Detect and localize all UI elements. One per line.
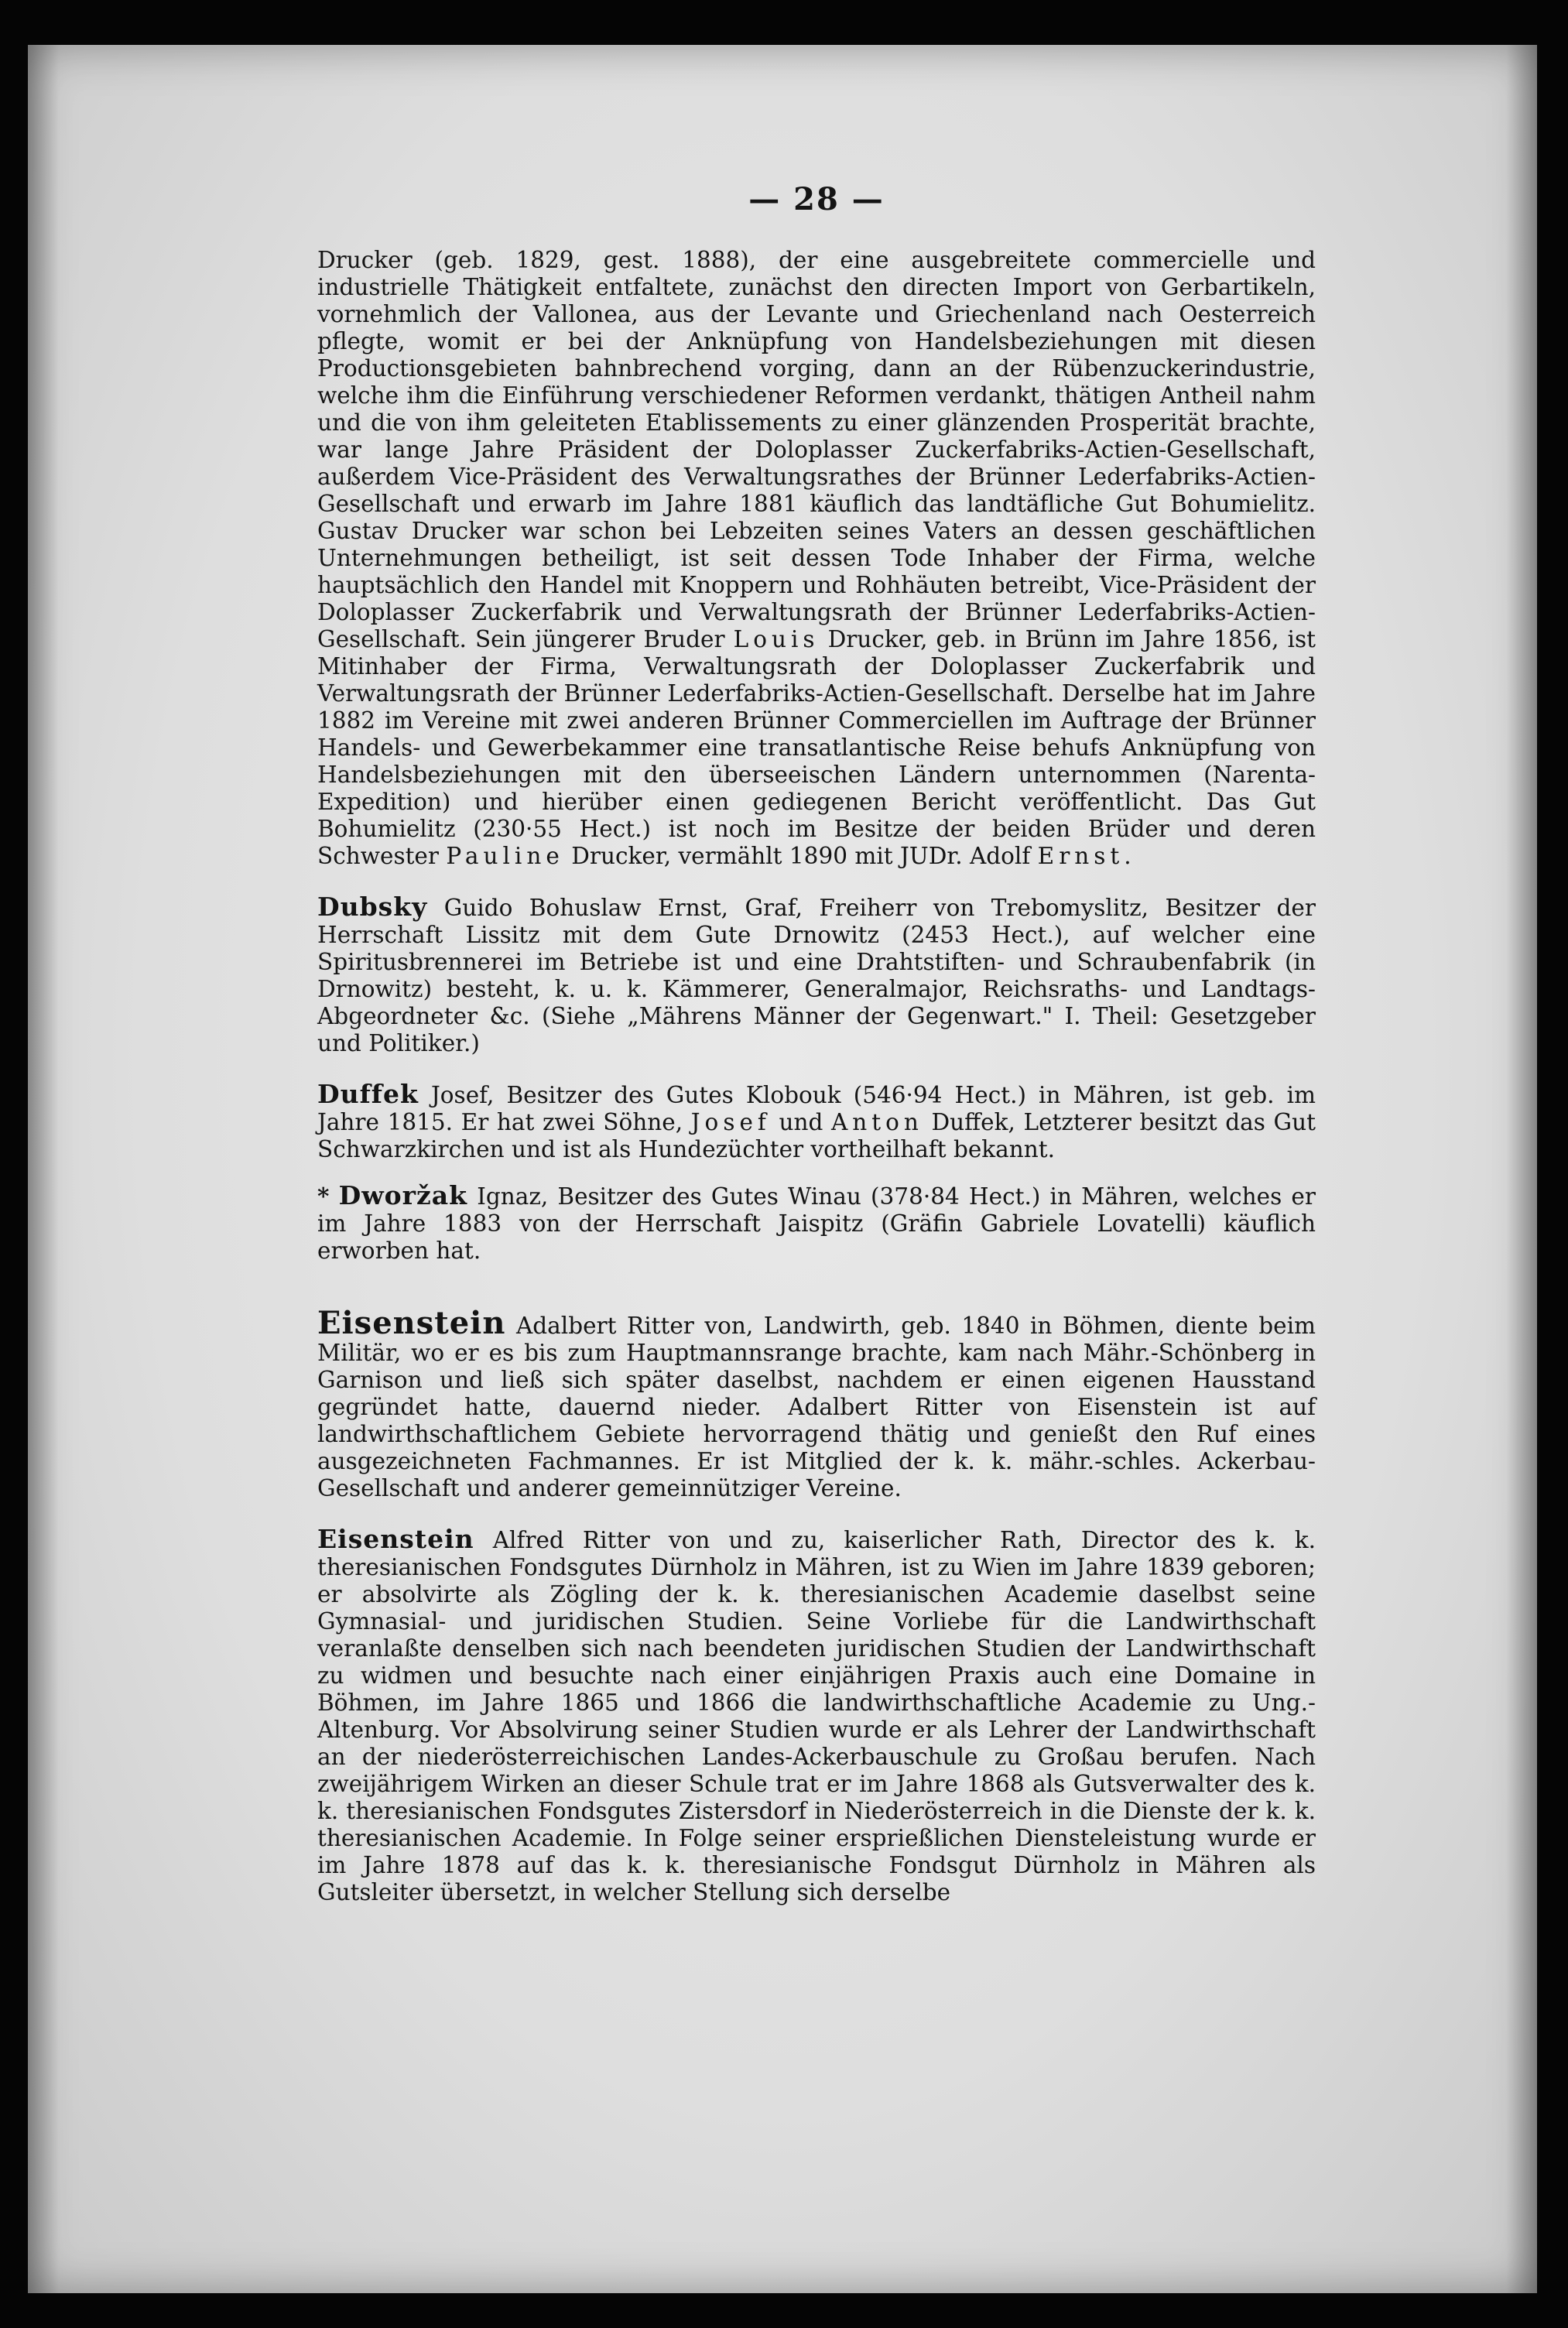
entry-eisenstein-adalbert [317, 1305, 1316, 1502]
eisenstein-adalbert-paragraph [317, 1305, 1316, 1502]
entry-duffek [317, 1080, 1316, 1163]
name-pauline: Pauline [446, 843, 564, 869]
duffek-paragraph [317, 1080, 1316, 1163]
name-josef: Josef [690, 1109, 771, 1135]
asterisk-marker: * [317, 1183, 330, 1210]
duffek-text-a: Josef, Besitzer des Gutes Klobouk (546·94 Hect.) in Mähren, ist geb. im Jahre 1815. Er hat zwei Söhne, [317, 1082, 1316, 1135]
page-content [317, 181, 1316, 1906]
eisenstein-alfred-text: Alfred Ritter von und zu, kaiserlicher Rath, Director des k. k. theresianischen Fondsgutes Dürnholz in Mähren, ist zu Wien im Jahre 1839 geboren; er absolvirte als Zögling der k. k. theresianischen Academie daselbst seine Gymnasial- und juridischen Studien. Seine Vorliebe für die Landwirthschaft veranlaßte denselben sich nach beendeten juridischen Studien der Landwirthschaft zu widmen und besuchte nach einer einjährigen Praxis auch eine Domaine in Böhmen, im Jahre 1865 und 1866 die landwirthschaftliche Academie zu Ung.-Altenburg. Vor Absolvirung seiner Studien wurde er als Lehrer der Landwirthschaft an der niederösterreichischen Landes-Ackerbauschule zu Großau berufen. Nach zweijährigem Wirken an dieser Schule trat er im Jahre 1868 als Gutsverwalter des k. k. theresianischen Fondsgutes Zistersdorf in Niederösterreich in die Dienste der k. k. theresianischen Academie. In Folge seiner ersprießlichen Diensteleistung wurde er im Jahre 1878 auf das k. k. theresianische Fondsgut Dürnholz in Mähren als Gutsleiter übersetzt, in welcher Stellung sich derselbe [317, 1527, 1316, 1905]
entry-name-eisenstein-1: Eisenstein [317, 1305, 506, 1341]
name-louis: Louis [733, 626, 820, 652]
eisenstein-adalbert-text: Adalbert Ritter von, Landwirth, geb. 1840 in Böhmen, diente beim Militär, wo er es bis zum Hauptmannsrange brachte, kam nach Mähr.-Schönberg in Garnison und ließ sich später daselbst, nachdem er einen eigenen Hausstand gegründet hatte, dauernd nieder. Adalbert Ritter von Eisenstein ist auf landwirthschaftlichem Gebiete hervorragend thätig und genießt den Ruf eines ausgezeichneten Fachmannes. Er ist Mitglied der k. k. mähr.-schles. Ackerbau-Gesellschaft und anderer gemeinnütziger Vereine. [317, 1313, 1316, 1501]
dubsky-paragraph [317, 893, 1316, 1057]
eisenstein-alfred-paragraph [317, 1525, 1316, 1906]
entry-name-eisenstein-2: Eisenstein [317, 1524, 474, 1554]
entry-dubsky [317, 893, 1316, 1057]
entry-name-duffek: Duffek [317, 1079, 419, 1109]
duffek-text-b: und [779, 1109, 823, 1135]
entry-name-dworzak: Dworžak [338, 1180, 468, 1210]
dubsky-text: Guido Bohuslaw Ernst, Graf, Freiherr von Trebomyslitz, Besitzer der Herrschaft Lissitz mit dem Gute Drnowitz (2453 Hect.), auf welcher eine Spiritusbrennerei im Betriebe ist und eine Drahtstiften- und Schraubenfabrik (in Drnowitz) besteht, k. u. k. Kämmerer, Generalmajor, Reichsraths- und Landtags-Abgeordneter &c. (Siehe „Mährens Männer der Gegenwart." I. Theil: Gesetzgeber und Politiker.) [317, 895, 1316, 1056]
page-shadow-right [1506, 45, 1537, 2293]
dworzak-paragraph [317, 1182, 1316, 1265]
dworzak-text: Ignaz, Besitzer des Gutes Winau (378·84 Hect.) in Mähren, welches er im Jahre 1883 von der Herrschaft Jaispitz (Gräfin Gabriele Lovatelli) käuflich erworben hat. [317, 1183, 1316, 1264]
drucker-text-part2: Drucker, geb. in Brünn im Jahre 1856, ist Mitinhaber der Firma, Verwaltungsrath der Doloplasser Zuckerfabrik und Verwaltungsrath der Brünner Lederfabriks-Actien-Gesellschaft. Derselbe hat im Jahre 1882 im Vereine mit zwei anderen Brünner Commerciellen im Auftrage der Brünner Handels- und Gewerbekammer eine transatlantische Reise behufs Anknüpfung von Handelsbeziehungen mit den überseeischen Ländern unternommen (Narenta-Expedition) und hierüber einen gediegenen Bericht veröffentlicht. Das Gut Bohumielitz (230·55 Hect.) ist noch im Besitze der beiden Brüder und deren Schwester [317, 626, 1316, 869]
duffek-text-c: Duffek, Letzterer besitzt das Gut Schwarzkirchen und ist als Hundezüchter vortheilhaft bekannt. [317, 1109, 1316, 1162]
drucker-text-part1: Drucker (geb. 1829, gest. 1888), der eine ausgebreitete commercielle und industrielle Thätigkeit entfaltete, zunächst den directen Import von Gerbartikeln, vornehmlich der Vallonea, aus der Levante und Griechenland nach Oesterreich pflegte, womit er bei der Anknüpfung von Handelsbeziehungen mit diesen Productionsgebieten bahnbrechend vorging, dann an der Rübenzuckerindustrie, welche ihm die Einführung verschiedener Reformen verdankt, thätigen Antheil nahm und die von ihm geleiteten Etablissements zu einer glänzenden Prosperität brachte, war lange Jahre Präsident der Doloplasser Zuckerfabriks-Actien-Gesellschaft, außerdem Vice-Präsident des Verwaltungsrathes der Brünner Lederfabriks-Actien-Gesellschaft und erwarb im Jahre 1881 käuflich das landtäfliche Gut Bohumielitz. Gustav Drucker war schon bei Lebzeiten seines Vaters an dessen geschäftlichen Unternehmungen betheiligt, ist seit dessen Tode Inhaber der Firma, welche hauptsächlich den Handel mit Knoppern und Rohhäuten betreibt, Vice-Präsident der Doloplasser Zuckerfabrik und Verwaltungsrath der Brünner Lederfabriks-Actien-Gesellschaft. Sein jüngerer Bruder [317, 247, 1316, 652]
name-ernst: Ernst. [1037, 843, 1136, 869]
page-shadow-left [28, 45, 59, 2293]
entry-drucker-continuation [317, 247, 1316, 870]
drucker-text-part3: Drucker, vermählt 1890 mit JUDr. Adolf [571, 843, 1031, 869]
entry-eisenstein-alfred [317, 1525, 1316, 1906]
entry-dworzak [317, 1182, 1316, 1265]
entry-name-dubsky: Dubsky [317, 892, 428, 922]
drucker-paragraph [317, 247, 1316, 870]
name-anton: Anton [830, 1109, 923, 1135]
page-number: — 28 — [748, 181, 885, 217]
